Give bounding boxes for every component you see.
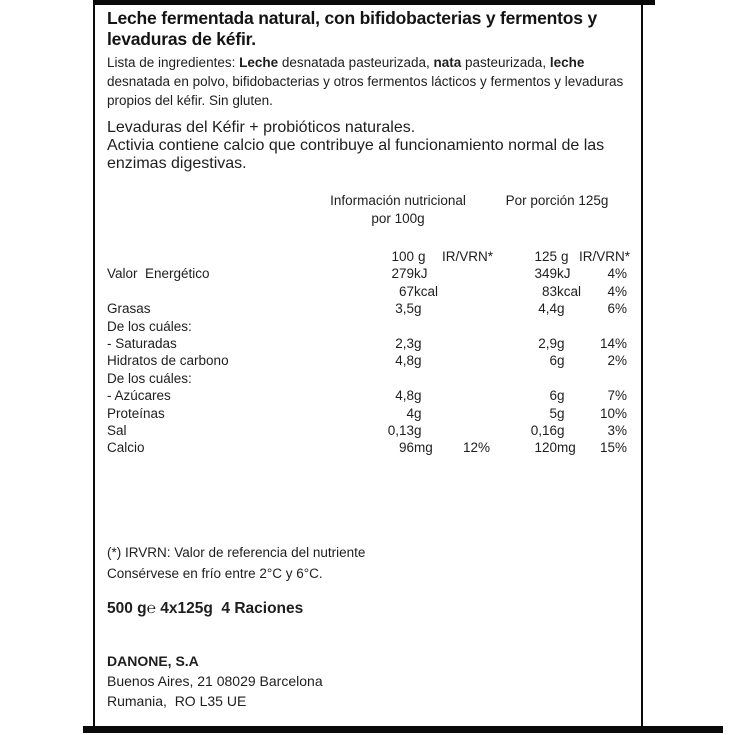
qty-100g: 100: [391, 249, 414, 264]
nutrient-label: Proteínas: [107, 405, 165, 421]
nutrition-row-protein: Proteínas 4 g 5 g 10%: [107, 405, 627, 421]
manufacturer-address-1: Buenos Aires, 21 08029 Barcelona: [107, 672, 323, 689]
manufacturer-address-2: Rumania, RO L35 UE: [107, 692, 247, 709]
nutrition-subheader-row: [107, 248, 627, 265]
nutrition-row-energy-kj: Valor Energético 279 kJ 349 kJ 4%: [107, 266, 627, 282]
spacer-cell: [107, 248, 362, 265]
irvrn-header-125: IR/VRN*: [579, 249, 631, 264]
nutrition-row-sugars: - Azúcares 4,8 g 6 g 7%: [107, 388, 627, 404]
nutrient-label: De los cuáles:: [107, 318, 192, 334]
ingredient-nata: nata: [433, 55, 462, 70]
nutrient-label: Valor Energético: [107, 266, 210, 282]
nutrition-table: [107, 248, 631, 457]
product-title-line2: levaduras de kéfir.: [107, 29, 256, 49]
nutrition-row-of-which-1: [107, 318, 627, 335]
nutrition-row-calcium: Calcio 96 mg 12% 120 mg 15%: [107, 440, 627, 456]
nutrition-row-carbohydrates: Hidratos de carbono 4,8 g 6 g 2%: [107, 353, 627, 369]
product-title: [107, 8, 635, 50]
nutrient-label: - Saturadas: [107, 336, 177, 352]
manufacturer-block: [107, 651, 635, 711]
product-title-line1: Leche fermentada natural, con bifidobacterias y fermentos y: [107, 8, 598, 28]
nutrition-row-saturates: - Saturadas 2,3 g 2,9 g 14%: [107, 336, 627, 352]
header-per-100g: Información nutricional por 100g: [330, 193, 466, 226]
nutrient-label: - Azúcares: [107, 388, 171, 404]
irvrn-header-100: IR/VRN*: [442, 249, 494, 264]
nutrition-row-energy-kcal: 67 kcal 83 kcal 4%: [107, 283, 627, 300]
irvrn-footnote: (*) IRVRN: Valor de referencia del nutriente: [107, 544, 366, 560]
nutrient-label: De los cuáles:: [107, 370, 192, 386]
ingredient-leche: Leche: [239, 55, 279, 70]
product-label: [93, 5, 643, 726]
label-bottom-border: [83, 726, 723, 733]
nutrition-column-headers: [107, 192, 635, 227]
ingredient-leche-polvo: leche: [549, 55, 585, 70]
qty-100g-unit: g: [418, 249, 426, 264]
nutrient-label: [107, 283, 362, 300]
nutrition-row-fat: Grasas 3,5 g 4,4 g 6%: [107, 301, 627, 317]
net-content: 500 g℮ 4x125g 4 Raciones: [107, 599, 304, 617]
nutrient-label: Calcio: [107, 440, 145, 456]
claim-kefir: Levaduras del Kéfir + probióticos naturales.: [107, 119, 416, 136]
qty-125g-unit: g: [561, 249, 569, 264]
nutrient-label: Sal: [107, 423, 127, 439]
header-per-portion-125g: Por porción 125g: [505, 193, 609, 208]
manufacturer-name: DANONE, S.A: [107, 652, 199, 669]
nutrition-row-salt: Sal 0,13 g 0,16 g 3%: [107, 423, 627, 439]
nutrient-label: Grasas: [107, 301, 151, 317]
ingredients-text: Lista de ingredientes: Leche desnatada pasteurizada, nata pasteurizada, leche desnatada en polvo, bifidobacterias y otros fermentos lácticos y fermentos y levaduras propios del kéfir. Sin gluten.: [107, 55, 624, 108]
nutrition-row-of-which-2: [107, 370, 627, 387]
nutrient-label: Hidratos de carbono: [107, 353, 229, 369]
qty-125g: 125: [534, 249, 557, 264]
claim-calcium: Activia contiene calcio que contribuye al funcionamiento normal de las enzimas digestivas.: [107, 137, 605, 172]
ingredients-intro: Lista de ingredientes:: [107, 55, 240, 70]
storage-instructions: Consérvese en frío entre 2°C y 6°C.: [107, 566, 323, 582]
